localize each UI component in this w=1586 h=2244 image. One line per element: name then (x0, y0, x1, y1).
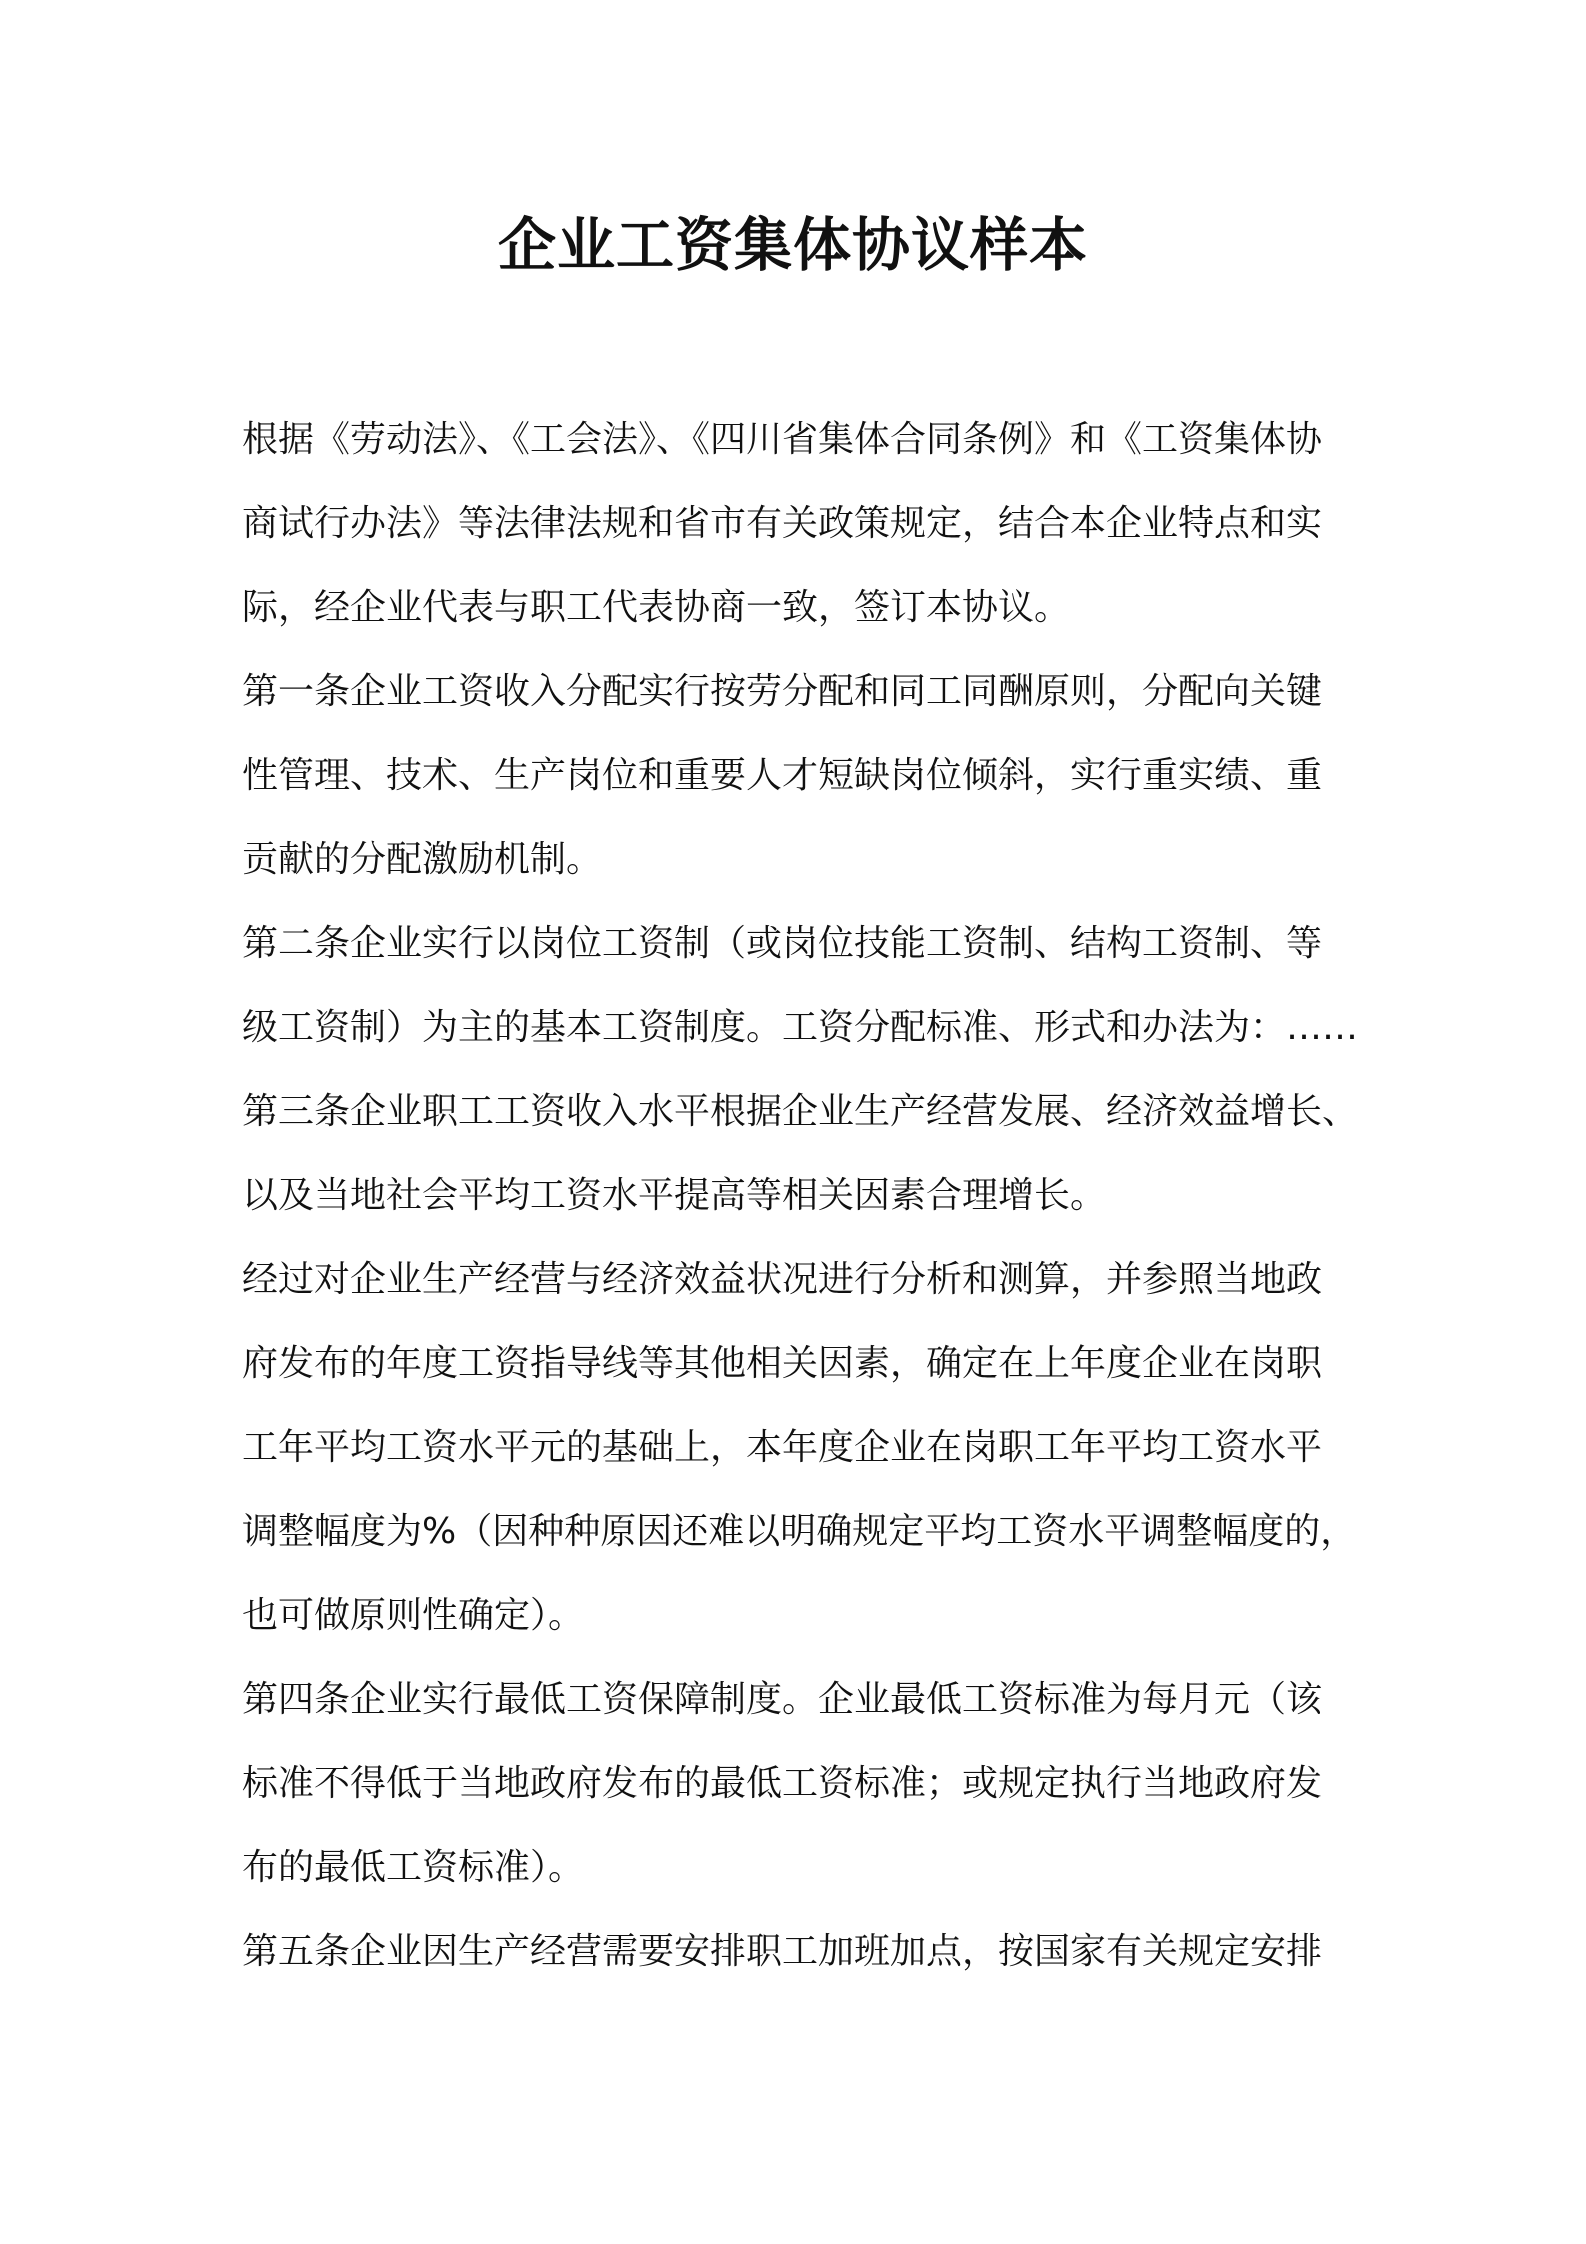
body-line: 标准不得低于当地政府发布的最低工资标准；或规定执行当地政府发 (242, 1763, 1323, 1804)
body-line: 工年平均工资水平元的基础上，本年度企业在岗职工年平均工资水平 (242, 1427, 1323, 1468)
body-line: 也可做原则性确定）。 (242, 1595, 585, 1636)
body-line: 调整幅度为%（因种种原因还难以明确规定平均工资水平调整幅度的， (242, 1511, 1357, 1552)
body-line: 第二条企业实行以岗位工资制（或岗位技能工资制、结构工资制、等 (242, 923, 1323, 964)
body-line: 第三条企业职工工资收入水平根据企业生产经营发展、经济效益增长、 (242, 1091, 1359, 1132)
body-line: 商试行办法》等法律法规和省市有关政策规定，结合本企业特点和实 (242, 503, 1323, 544)
body-line: 际，经企业代表与职工代表协商一致，签订本协议。 (242, 587, 1071, 628)
body-line: 第五条企业因生产经营需要安排职工加班加点，按国家有关规定安排 (242, 1931, 1323, 1972)
body-line: 第四条企业实行最低工资保障制度。企业最低工资标准为每月元（该 (242, 1679, 1323, 1720)
body-line: 贡献的分配激励机制。 (242, 839, 603, 880)
body-line: 以及当地社会平均工资水平提高等相关因素合理增长。 (242, 1175, 1107, 1216)
document-body (242, 398, 1372, 1994)
document-title: 企业工资集体协议样本 (497, 211, 1088, 279)
body-line: 布的最低工资标准）。 (242, 1847, 585, 1888)
body-line: 级工资制）为主的基本工资制度。工资分配标准、形式和办法为：…… (242, 1007, 1359, 1048)
body-line: 性管理、技术、生产岗位和重要人才短缺岗位倾斜，实行重实绩、重 (242, 755, 1323, 796)
body-line: 根据《劳动法》、《工会法》、《四川省集体合同条例》和《工资集体协 (242, 419, 1323, 460)
body-line: 府发布的年度工资指导线等其他相关因素，确定在上年度企业在岗职 (242, 1343, 1323, 1384)
body-line: 第一条企业工资收入分配实行按劳分配和同工同酬原则，分配向关键 (242, 671, 1323, 712)
body-line: 经过对企业生产经营与经济效益状况进行分析和测算，并参照当地政 (242, 1259, 1323, 1300)
